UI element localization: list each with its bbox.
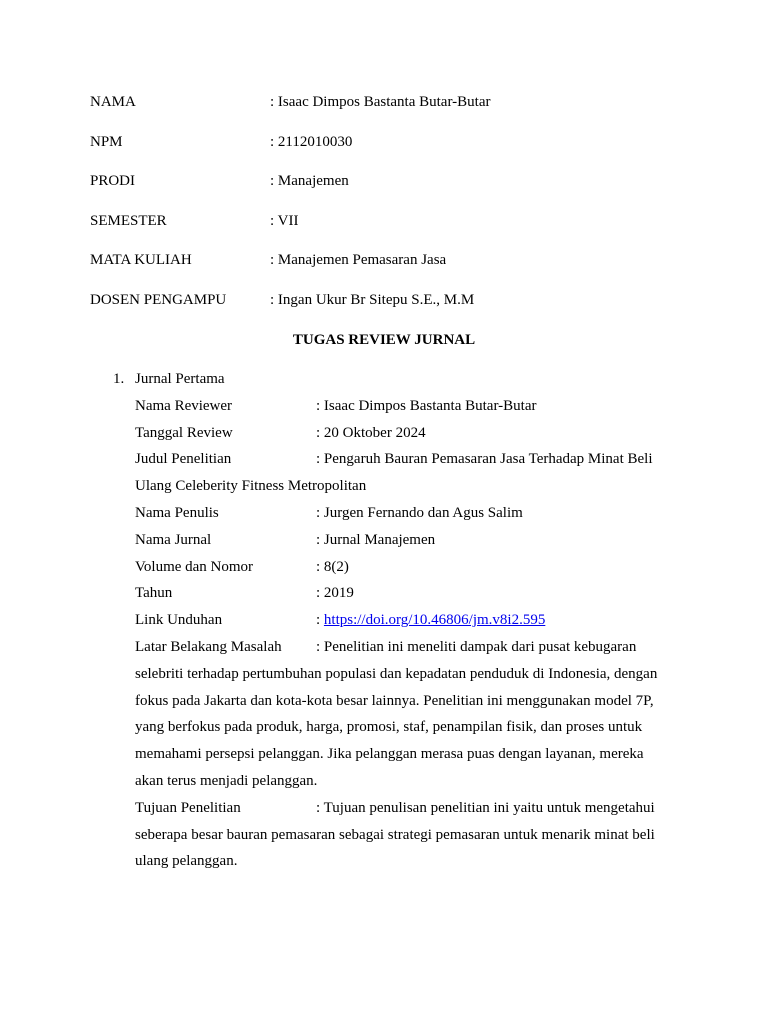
field-label: Nama Reviewer (135, 397, 233, 414)
field-label: Latar Belakang Masalah (135, 638, 282, 655)
field-label: Nama Penulis (135, 504, 219, 521)
field-background (135, 634, 665, 795)
field-journal-name (135, 527, 665, 554)
field-label: Volume dan Nomor (135, 558, 254, 575)
field-value: : Isaac Dimpos Bastanta Butar-Butar (316, 397, 537, 414)
header-row-prodi (90, 171, 690, 191)
header-value: : Isaac Dimpos Bastanta Butar-Butar (270, 94, 491, 110)
field-download-link (135, 607, 665, 634)
field-label: Tujuan Penelitian (135, 799, 241, 816)
journal-review-section (135, 366, 665, 875)
header-value: : 2112010030 (270, 134, 353, 150)
field-reviewer (135, 393, 665, 420)
header-label: NAMA (90, 94, 136, 110)
field-label: Link Unduhan (135, 612, 223, 629)
header-row-npm (90, 132, 690, 152)
field-authors (135, 500, 665, 527)
header-row-dosen-pengampu (90, 290, 690, 310)
field-value: : Jurgen Fernando dan Agus Salim (316, 504, 523, 521)
field-value: : 20 Oktober 2024 (316, 424, 426, 441)
field-value: : Tujuan penulisan penelitian ini yaitu untuk mengetahui seberapa besar bauran pemasaran sebagai strategi pemasaran untuk menarik minat beli ulang pelanggan. (135, 799, 655, 870)
header-row-nama (90, 92, 690, 112)
header-label: PRODI (90, 173, 136, 189)
section-heading: Jurnal Pertama (135, 371, 225, 387)
header-row-semester (90, 211, 690, 231)
field-value: : 8(2) (316, 558, 349, 575)
header-label: DOSEN PENGAMPU (90, 292, 227, 308)
field-value: : 2019 (316, 585, 354, 602)
download-link[interactable]: https://doi.org/10.46806/jm.v8i2.595 (323, 612, 546, 629)
field-objective (135, 795, 665, 875)
field-label: Tahun (135, 585, 173, 602)
list-number: 1. (113, 371, 125, 387)
header-value: : VII (270, 213, 299, 229)
field-review-date (135, 420, 665, 447)
header-value: : Ingan Ukur Br Sitepu S.E., M.M (270, 292, 475, 308)
field-year (135, 580, 665, 607)
field-label: Tanggal Review (135, 424, 233, 441)
header-label: SEMESTER (90, 213, 167, 229)
field-research-title (135, 446, 665, 500)
field-label: Judul Penelitian (135, 451, 232, 468)
field-value: : Pengaruh Bauran Pemasaran Jasa Terhadap Minat Beli Ulang Celeberity Fitness Metropolitan (135, 451, 653, 495)
header-value: : Manajemen (270, 173, 349, 189)
document-title: TUGAS REVIEW JURNAL (292, 332, 476, 348)
field-volume-number (135, 554, 665, 581)
header-row-mata-kuliah (90, 250, 690, 270)
field-value: : Jurnal Manajemen (316, 531, 436, 548)
field-value: : Penelitian ini meneliti dampak dari pusat kebugaran selebriti terhadap pertumbuhan populasi dan kepadatan penduduk di Indonesia, dengan fokus pada Jakarta dan kota-kota besar lainnya. Penelitian ini menggunakan model 7P, yang berfokus pada produk, harga, promosi, staf, penampilan fisik, dan proses untuk memahami persepsi pelanggan. Jika pelanggan merasa puas dengan layanan, mereka akan terus menjadi pelanggan. (135, 638, 658, 789)
link-prefix: : (316, 612, 324, 629)
header-label: NPM (90, 134, 123, 150)
field-label: Nama Jurnal (135, 531, 212, 548)
header-label: MATA KULIAH (90, 252, 192, 268)
header-value: : Manajemen Pemasaran Jasa (270, 252, 447, 268)
